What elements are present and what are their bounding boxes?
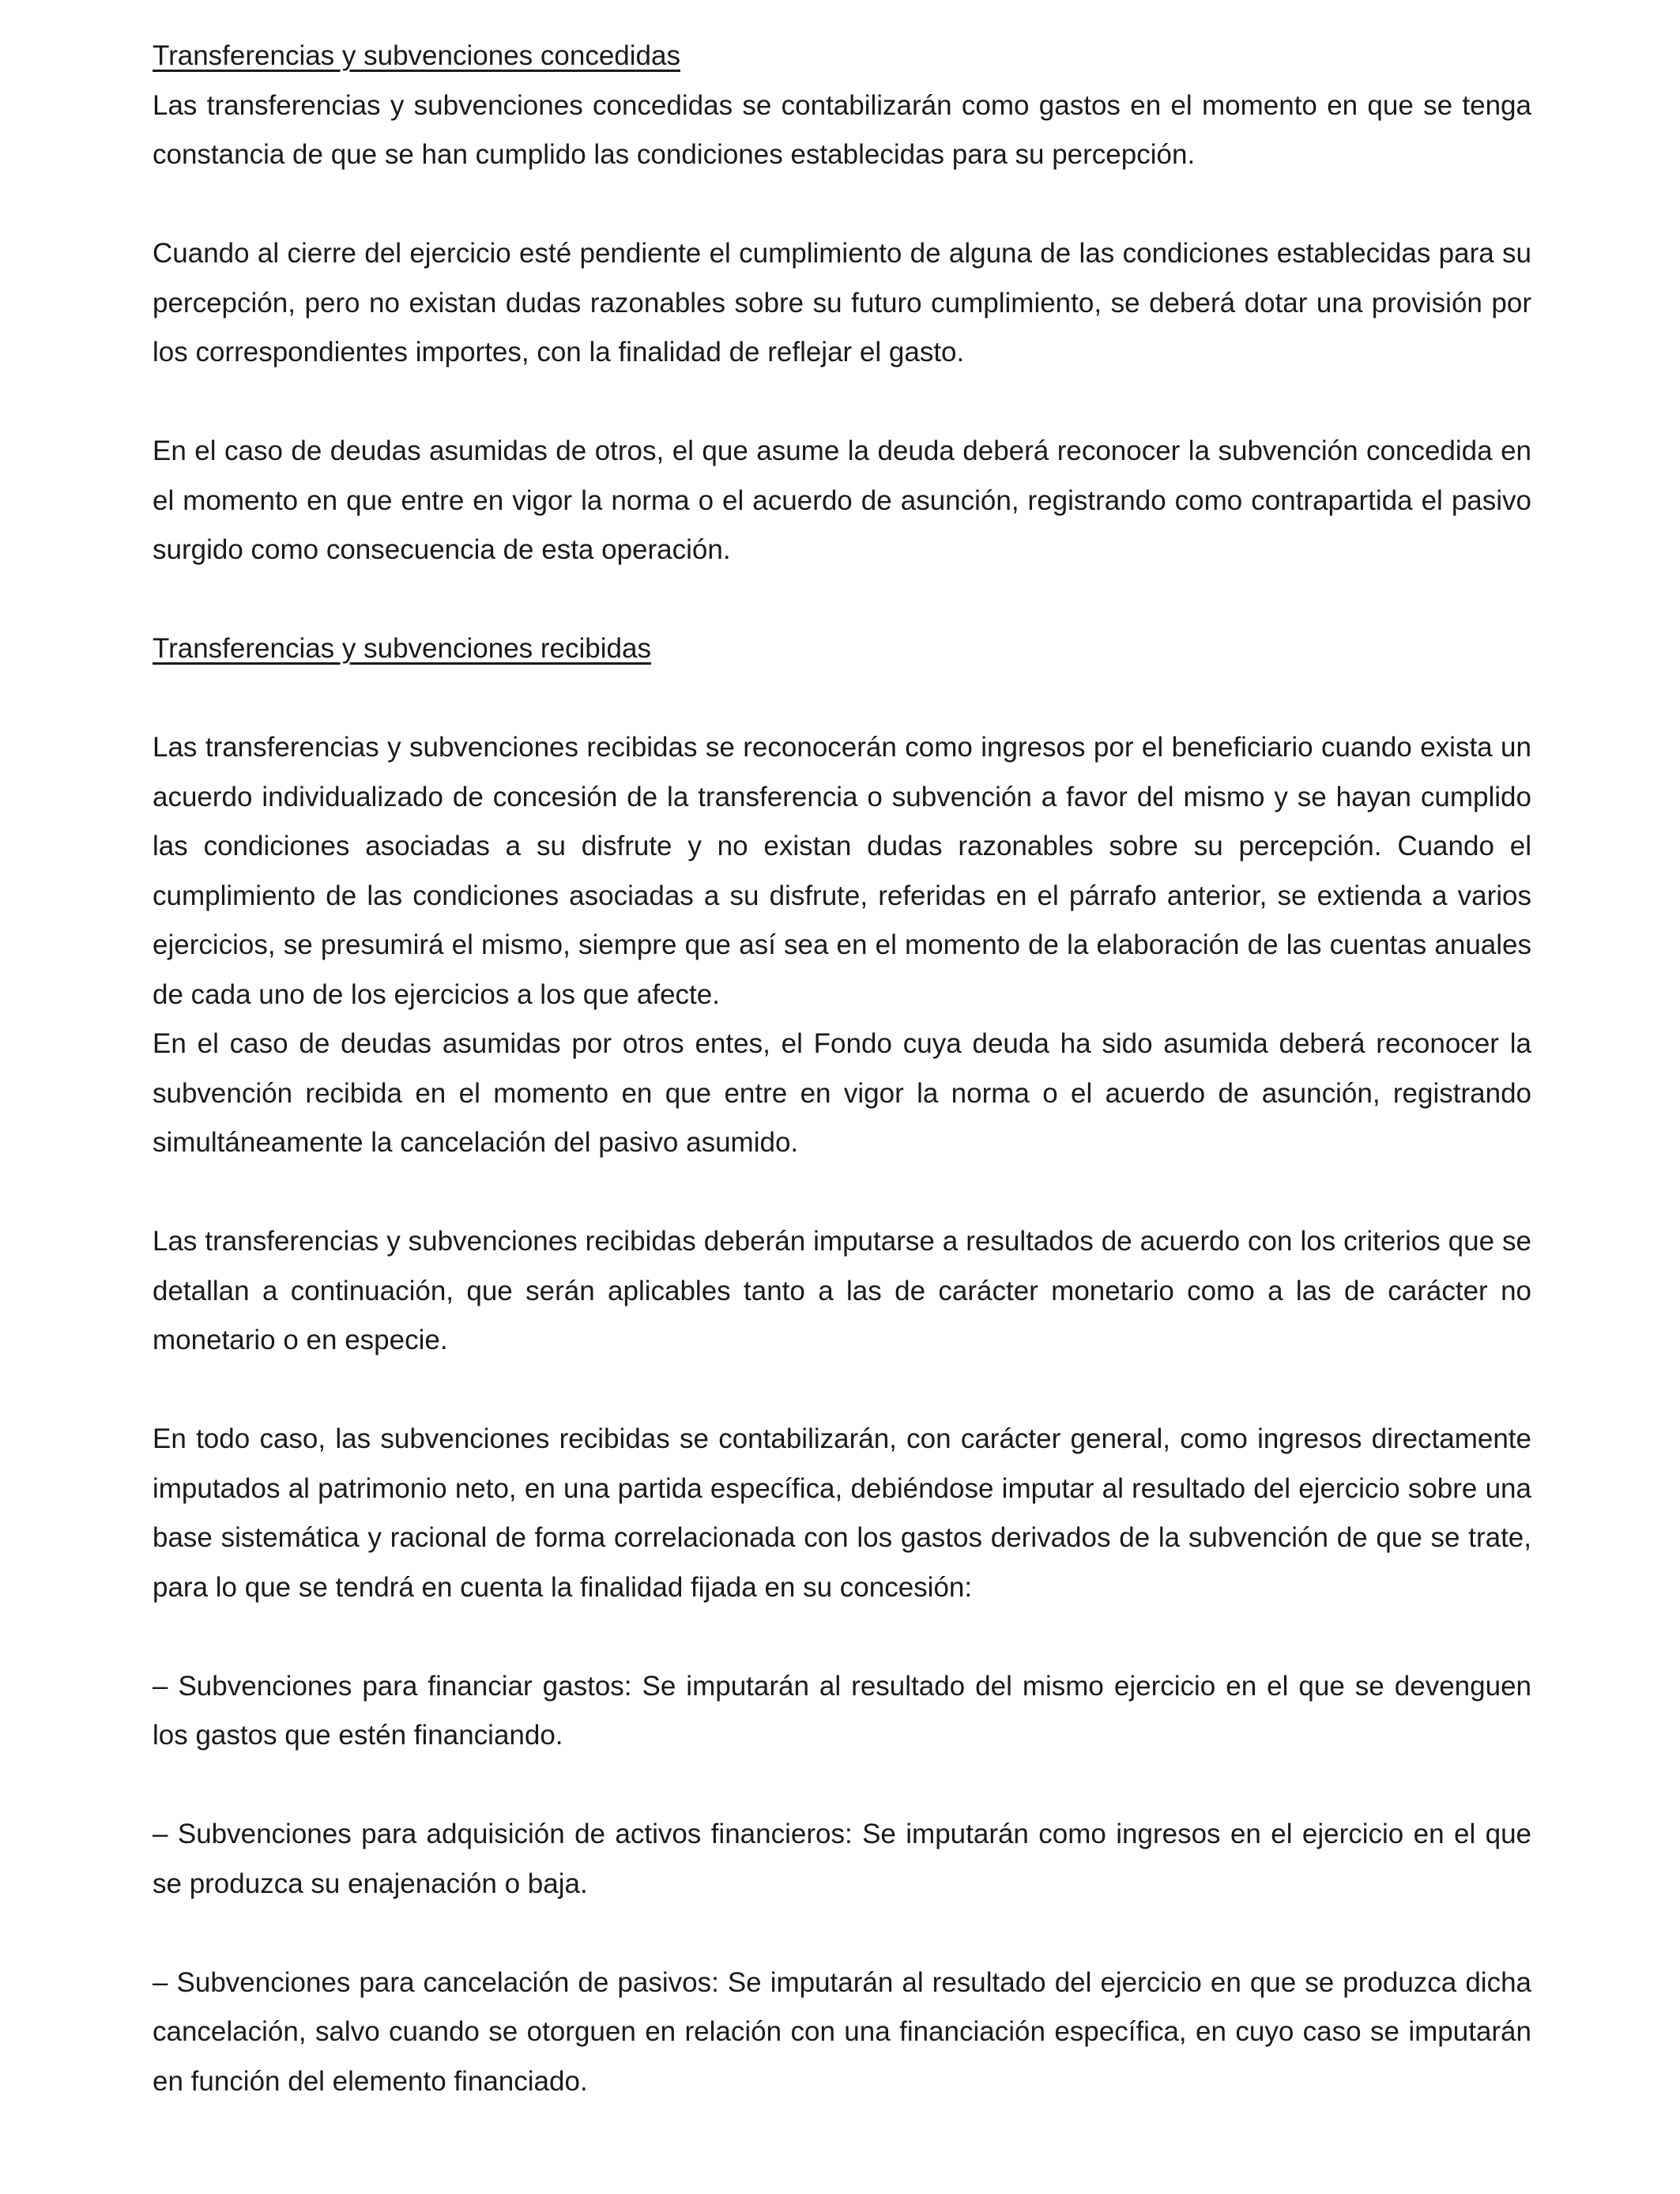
list-item-activos: – Subvenciones para adquisición de activos financieros: Se imputarán como ingresos en el ejercicio en el que se produzca su enajenación o baja.: [153, 1819, 1531, 1899]
list-item-gastos: – Subvenciones para financiar gastos: Se imputarán al resultado del mismo ejercicio en el que se devenguen los gastos que estén financiando.: [153, 1670, 1531, 1751]
paragraph-recibidas-2: En el caso de deudas asumidas por otros entes, el Fondo cuya deuda ha sido asumida deberá reconocer la subvención recibida en el momento en que entre en vigor la norma o el acuerdo de asunción, registrando simultáneamente la cancelación del pasivo asumido.: [153, 1028, 1531, 1158]
list-item-pasivos: – Subvenciones para cancelación de pasivos: Se imputarán al resultado del ejercicio en que se produzca dicha cancelación, salvo cuando se otorguen en relación con una financiación específica, en cuyo caso se imputarán en función del elemento financiado.: [153, 1966, 1531, 2097]
paragraph-spacer: [153, 575, 1531, 625]
paragraph-spacer: [153, 378, 1531, 428]
heading-concedidas: Transferencias y subvenciones concedidas: [153, 40, 680, 71]
paragraph-spacer: [153, 1366, 1531, 1416]
paragraph-recibidas-1: Las transferencias y subvenciones recibidas se reconocerán como ingresos por el beneficiario cuando exista un acuerdo individualizado de concesión de la transferencia o subvención a favor del mismo y se hayan cumplido las condiciones asociadas a su disfrute y no existan dudas razonables sobre su percepción. Cuando el cumplimiento de las condiciones asociadas a su disfrute, referidas en el párrafo anterior, se extienda a varios ejercicios, se presumirá el mismo, siempre que así sea en el momento de la elaboración de las cuentas anuales de cada uno de los ejercicios a los que afecte.: [153, 732, 1531, 1010]
paragraph-spacer: [153, 1168, 1531, 1218]
heading-recibidas: Transferencias y subvenciones recibidas: [153, 633, 651, 664]
paragraph-spacer: [153, 1909, 1531, 1958]
paragraph-spacer: [153, 180, 1531, 230]
paragraph-concedidas-2: Cuando al cierre del ejercicio esté pendiente el cumplimiento de alguna de las condiciones establecidas para su percepción, pero no existan dudas razonables sobre su futuro cumplimiento, se deberá dotar una provisión por los correspondientes importes, con la finalidad de reflejar el gasto.: [153, 238, 1531, 368]
paragraph-concedidas-3: En el caso de deudas asumidas de otros, el que asume la deuda deberá reconocer la subvención concedida en el momento en que entre en vigor la norma o el acuerdo de asunción, registrando como contrapartida el pasivo surgido como consecuencia de esta operación.: [153, 435, 1531, 565]
paragraph-spacer: [153, 674, 1531, 724]
document-page: [153, 32, 1531, 2106]
paragraph-spacer: [153, 1612, 1531, 1662]
paragraph-recibidas-4: En todo caso, las subvenciones recibidas se contabilizarán, con carácter general, como ingresos directamente imputados al patrimonio neto, en una partida específica, debiéndose imputar al resultado del ejercicio sobre una base sistemática y racional de forma correlacionada con los gastos derivados de la subvención de que se trate, para lo que se tendrá en cuenta la finalidad fijada en su concesión:: [153, 1423, 1531, 1603]
paragraph-concedidas-1: Las transferencias y subvenciones concedidas se contabilizarán como gastos en el momento en que se tenga constancia de que se han cumplido las condiciones establecidas para su percepción.: [153, 89, 1531, 170]
paragraph-spacer: [153, 1761, 1531, 1811]
paragraph-recibidas-3: Las transferencias y subvenciones recibidas deberán imputarse a resultados de acuerdo con los criterios que se detallan a continuación, que serán aplicables tanto a las de carácter monetario como a las de carácter no monetario o en especie.: [153, 1226, 1531, 1355]
